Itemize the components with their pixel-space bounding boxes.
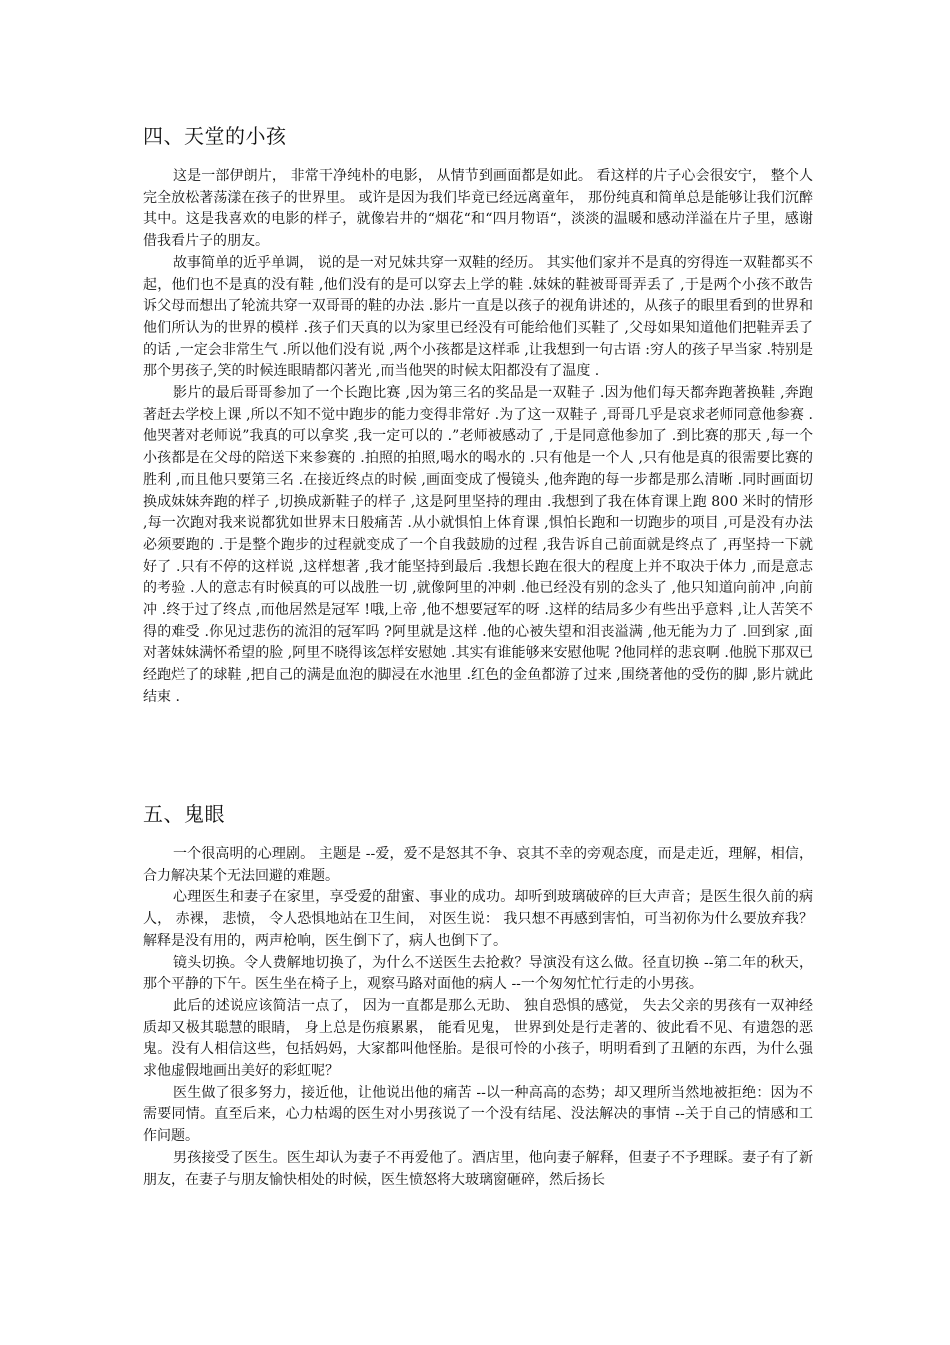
paragraph: 医生做了很多努力，接近他，让他说出他的痛苦 --以一种高高的态势；却又理所当然地被拒绝：因为不需要同情。直至后来，心力枯竭的医生对小男孩说了一个没有结尾、没法解决的事情 --关于自己的情感和工作问题。 <box>143 1084 813 1145</box>
section-body-ghost-eye <box>143 844 813 1191</box>
paragraph: 镜头切换。令人费解地切换了，为什么不送医生去抢救？导演没有这么做。径直切换 --第二年的秋天，那个平静的下午。医生坐在椅子上，观察马路对面他的病人 --一个匆匆忙忙行走的小男孩。 <box>143 954 813 993</box>
section-heading-heaven-children: 四、天堂的小孩 <box>143 124 287 148</box>
paragraph: 一个很高明的心理剧。 主题是 --爱，爱不是怒其不争、哀其不幸的旁观态度，而是走近，理解，相信，合力解决某个无法回避的难题。 <box>143 846 813 884</box>
paragraph: 此后的述说应该简洁一点了， 因为一直都是那么无助、 独自恐惧的感觉， 失去父亲的男孩有一双神经质却又极其聪慧的眼睛， 身上总是伤痕累累， 能看见鬼， 世界到处是行走著的、彼此看不见、有遗怨的恶鬼。没有人相信这些，包括妈妈，大家都叫他怪胎。是很可怜的小孩子，明明看到了丑陋的东西，为什么强求他虚假地画出美好的彩虹呢？ <box>143 997 813 1080</box>
paragraph: 心理医生和妻子在家里，享受爱的甜蜜、事业的成功。却听到玻璃破碎的巨大声音；是医生很久前的病人， 赤裸， 悲愤， 令人恐惧地站在卫生间， 对医生说： 我只想不再感到害怕，可当初你为什么要放弃我？解释是没有用的，两声枪响，医生倒下了，病人也倒下了。 <box>143 889 813 949</box>
section-heading-ghost-eye: 五、鬼眼 <box>143 802 225 826</box>
paragraph: 故事简单的近乎单调， 说的是一对兄妹共穿一双鞋的经历。 其实他们家并不是真的穷得连一双鞋都买不起，他们也不是真的没有鞋 ,他们没有的是可以穿去上学的鞋 .妹妹的鞋被哥哥弄丢了 ,于是两个小孩不敢告诉父母而想出了轮流共穿一双哥哥的鞋的办法 .影片一直是以孩子的视角讲述的，从孩子的眼里看到的世界和他们所认为的世界的模样 .孩子们天真的以为家里已经没有可能给他们买鞋了 ,父母如果知道他们把鞋弄丢了的话 ,一定会非常生气 .所以他们没有说 ,两个小孩都是这样乖 ,让我想到一句古语 :穷人的孩子早当家 .特别是那个男孩子,笑的时候连眼睛都闪著光 ,而当他哭的时候太阳都没有了温度 . <box>143 254 813 380</box>
paragraph: 男孩接受了医生。医生却认为妻子不再爱他了。酒店里，他向妻子解释，但妻子不予理睬。妻子有了新朋友，在妻子与朋友愉快相处的时候，医生愤怒将大玻璃窗砸碎，然后扬长 <box>143 1149 813 1188</box>
section-body-heaven-children <box>143 166 813 709</box>
paragraph: 这是一部伊朗片， 非常干净纯朴的电影， 从情节到画面都是如此。 看这样的片子心会很安宁， 整个人完全放松著荡漾在孩子的世界里。 或许是因为我们毕竟已经远离童年， 那份纯真和简单总是能够让我们沉醉其中。这是我喜欢的电影的样子，就像岩井的“烟花“和“四月物语“，淡淡的温暖和感动洋溢在片子里，感谢借我看片子的朋友。 <box>143 168 813 250</box>
paragraph: 影片的最后哥哥参加了一个长跑比赛 ,因为第三名的奖品是一双鞋子 .因为他们每天都奔跑著换鞋 ,奔跑著赶去学校上课 ,所以不知不觉中跑步的能力变得非常好 .为了这一双鞋子 ,哥哥几乎是哀求老师同意他参赛 .他哭著对老师说”我真的可以拿奖 ,我一定可以的 .”老师被感动了 ,于是同意他参加了 .到比赛的那天 ,每一个小孩都是在父母的陪送下来参赛的 .拍照的拍照,喝水的喝水的 .只有他是一个人 ,只有他是真的很需要比赛的胜利 ,而且他只要第三名 .在接近终点的时候 ,画面变成了慢镜头 ,他奔跑的每一步都是那么清晰 .同时画面切换成妹妹奔跑的样子 ,切换成新鞋子的样子 ,这是阿里坚持的理由 .我想到了我在体育课上跑 800 米时的情形 ,每一次跑对我来说都犹如世界末日般痛苦 .从小就惧怕上体育课 ,惧怕长跑和一切跑步的项目 ,可是没有办法必须要跑的 .于是整个跑步的过程就变成了一个自我鼓励的过程 ,我告诉自己前面就是终点了 ,再坚持一下就好了 .只有不停的这样说 ,这样想著 ,我才能坚持到最后 .我想长跑在很大的程度上并不取决于体力 ,而是意志的考验 .人的意志有时候真的可以战胜一切 ,就像阿里的冲刺 .他已经没有别的念头了 ,他只知道向前冲 ,向前冲 .终于过了终点 ,而他居然是冠军 !哦,上帝 ,他不想要冠军的呀 .这样的结局多少有些出乎意料 ,让人苦笑不得的难受 .你见过悲伤的流泪的冠军吗 ?阿里就是这样 .他的心被失望和泪丧溢满 ,他无能为力了 .回到家 ,面对著妹妹满怀希望的脸 ,阿里不晓得该怎样安慰她 .其实有谁能够来安慰他呢 ?他同样的悲哀啊 .他脱下那双已经跑烂了的球鞋 ,把自己的满是血泡的脚浸在水池里 .红色的金鱼都游了过来 ,围绕著他的受伤的脚 ,影片就此结束 . <box>143 385 813 705</box>
